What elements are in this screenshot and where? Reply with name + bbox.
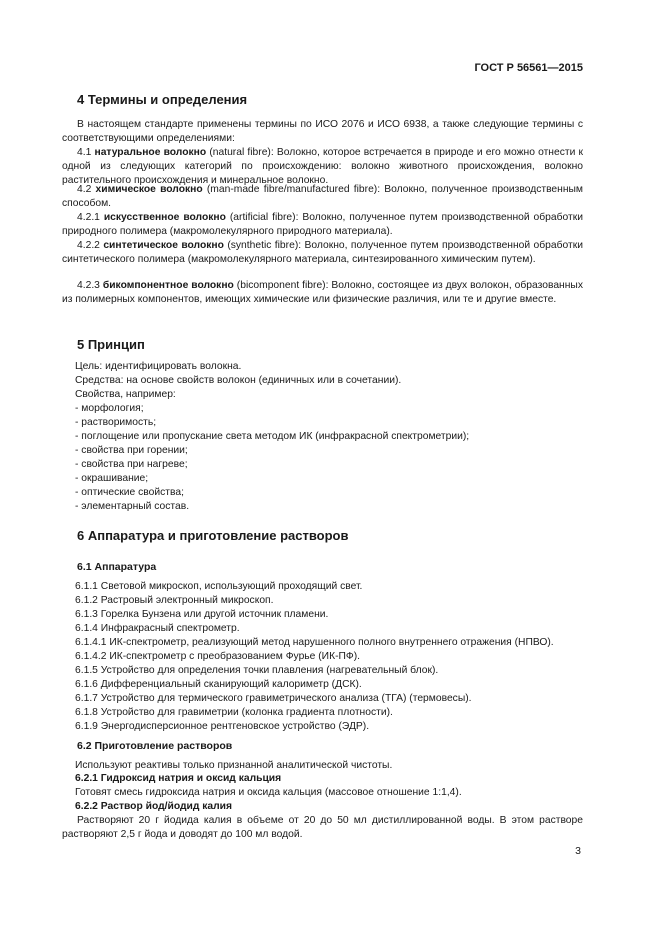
- section-5-title: 5 Принцип: [77, 337, 145, 352]
- term-4-1: 4.1 натуральное волокно (natural fibre): Волокно, которое встречается в природе и его можно отнести к одной из следующих категорий по происхождению: волокно животного происхождения, волокно растительного происхождения и минеральное волокно.: [62, 147, 583, 187]
- apparatus-item: 6.1.7 Устройство для термического гравиметрического анализа (ТГА) (термовесы).: [75, 693, 472, 704]
- document-id-header: ГОСТ Р 56561—2015: [474, 62, 583, 74]
- subsection-6-2-1-text: Готовят смесь гидроксида натрия и оксида кальция (массовое отношение 1:1,4).: [75, 787, 462, 798]
- apparatus-item: 6.1.6 Дифференциальный сканирующий калориметр (ДСК).: [75, 679, 362, 690]
- term-4-2-1: 4.2.1 искусственное волокно (artificial fibre): Волокно, полученное путем производственной обработки природного полимера (макромолекулярного природного материала).: [62, 212, 583, 238]
- term-4-2-3: 4.2.3 бикомпонентное волокно (bicomponent fibre): Волокно, состоящее из двух волокон, образованных из полимерных компонентов, имеющих химические или физические различия, или те и другие вместе.: [62, 280, 583, 306]
- principle-line: Свойства, например:: [75, 389, 176, 400]
- principle-line: - свойства при горении;: [75, 445, 188, 456]
- apparatus-item: 6.1.3 Горелка Бунзена или другой источник пламени.: [75, 609, 329, 620]
- section-4-title: 4 Термины и определения: [77, 92, 248, 107]
- term-4-2: 4.2 химическое волокно (man-made fibre/manufactured fibre): Волокно, полученное производственным способом.: [62, 184, 584, 210]
- subsection-6-2-title: 6.2 Приготовление растворов: [77, 740, 233, 752]
- reagents-note: Используют реактивы только признанной аналитической чистоты.: [75, 760, 393, 771]
- apparatus-item: 6.1.8 Устройство для гравиметрии (колонка градиента плотности).: [75, 707, 393, 718]
- apparatus-item: 6.1.4.2 ИК-спектрометр с преобразованием Фурье (ИК-ПФ).: [75, 651, 361, 662]
- apparatus-item: 6.1.4 Инфракрасный спектрометр.: [75, 623, 240, 634]
- principle-line: Цель: идентифицировать волокна.: [75, 361, 242, 372]
- apparatus-item: 6.1.5 Устройство для определения точки плавления (нагревательный блок).: [75, 665, 439, 676]
- principle-line: - элементарный состав.: [75, 501, 190, 512]
- subsection-6-2-1-title: 6.2.1 Гидроксид натрия и оксид кальция: [75, 773, 282, 784]
- page-number: 3: [575, 845, 581, 857]
- principle-line: - морфология;: [75, 403, 144, 414]
- apparatus-item: 6.1.1 Световой микроскоп, использующий проходящий свет.: [75, 581, 363, 592]
- principle-line: - свойства при нагреве;: [75, 459, 188, 470]
- principle-line: - растворимость;: [75, 417, 157, 428]
- apparatus-item: 6.1.2 Растровый электронный микроскоп.: [75, 595, 274, 606]
- subsection-6-1-title: 6.1 Аппаратура: [77, 561, 157, 573]
- principle-line: - оптические свойства;: [75, 487, 184, 498]
- subsection-6-2-2-text: Растворяют 20 г йодида калия в объеме от 20 до 50 мл дистиллированной воды. В этом растворе растворяют 2,5 г йода и доводят до 100 мл водой.: [62, 815, 583, 841]
- principle-line: Средства: на основе свойств волокон (единичных или в сочетании).: [75, 375, 402, 386]
- section-6-title: 6 Аппаратура и приготовление растворов: [77, 528, 349, 543]
- section-4-intro: В настоящем стандарте применены термины по ИСО 2076 и ИСО 6938, а также следующие термины с соответствующими определениями:: [62, 119, 583, 145]
- apparatus-item: 6.1.9 Энергодисперсионное рентгеновское устройство (ЭДР).: [75, 721, 370, 732]
- subsection-6-2-2-title: 6.2.2 Раствор йод/йодид калия: [75, 801, 233, 812]
- principle-line: - окрашивание;: [75, 473, 149, 484]
- apparatus-item: 6.1.4.1 ИК-спектрометр, реализующий метод нарушенного полного внутреннего отражения (НПВО).: [75, 637, 554, 648]
- term-4-2-2: 4.2.2 синтетическое волокно (synthetic fibre): Волокно, полученное путем производственной обработки синтетического полимера (макромолекулярного материала, синтезированного химическим путем).: [62, 240, 583, 266]
- principle-line: - поглощение или пропускание света методом ИК (инфракрасной спектрометрии);: [75, 431, 470, 442]
